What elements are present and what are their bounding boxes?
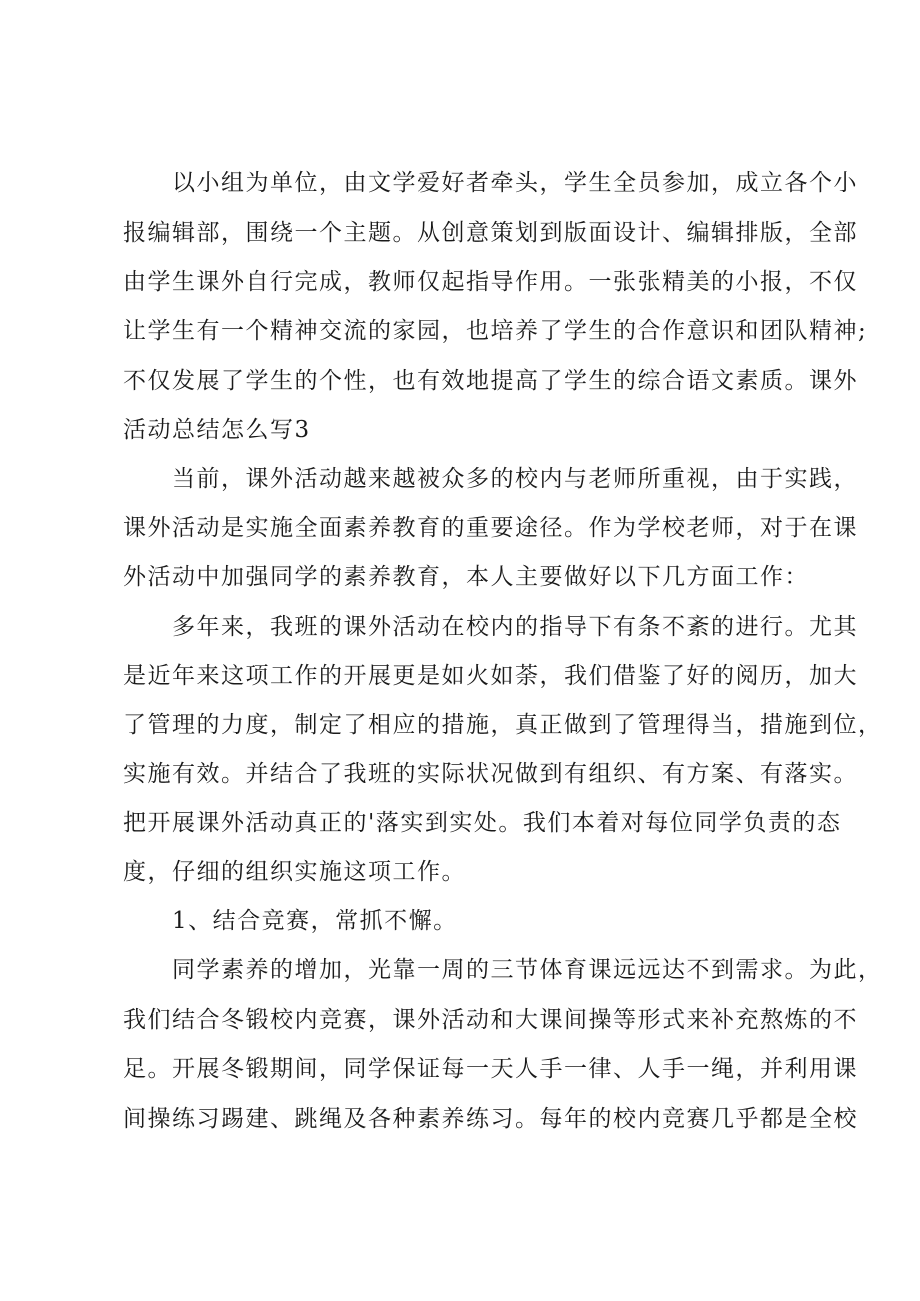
paragraph-4-line-3: 足。开展冬锻期间，同学保证每一天人手一律、人手一绳，并利用课: [123, 1056, 858, 1082]
paragraph-1-line-4: 让学生有一个精神交流的家园，也培养了学生的合作意识和团队精神;: [123, 318, 868, 344]
paragraph-3-line-5: 把开展课外活动真正的'落实到实处。我们本着对每位同学负责的态: [123, 810, 842, 836]
paragraph-2-line-2: 课外活动是实施全面素养教育的重要途径。作为学校老师，对于在课: [123, 515, 858, 541]
section-heading: 1、结合竞赛，常抓不懈。: [172, 908, 458, 934]
paragraph-2-line-3: 外活动中加强同学的素养教育，本人主要做好以下几方面工作：: [123, 564, 809, 590]
paragraph-3-line-1: 多年来，我班的课外活动在校内的指导下有条不紊的进行。尤其: [172, 614, 858, 640]
paragraph-2-line-1: 当前，课外活动越来越被众多的校内与老师所重视，由于实践，: [172, 466, 858, 492]
paragraph-1-line-2: 报编辑部，围绕一个主题。从创意策划到版面设计、编辑排版，全部: [123, 220, 858, 246]
paragraph-4-line-4: 间操练习踢建、跳绳及各种素养练习。每年的校内竞赛几乎都是全校: [123, 1106, 858, 1132]
paragraph-3-line-4: 实施有效。并结合了我班的实际状况做到有组织、有方案、有落实。: [123, 761, 858, 787]
paragraph-4-line-1: 同学素养的增加，光靠一周的三节体育课远远达不到需求。为此，: [172, 957, 883, 983]
paragraph-4-line-2: 我们结合冬锻校内竞赛，课外活动和大课间操等形式来补充熬炼的不: [123, 1007, 858, 1033]
paragraph-1-line-5: 不仅发展了学生的个性，也有效地提高了学生的综合语文素质。课外: [123, 368, 858, 394]
paragraph-1-line-6: 活动总结怎么写3: [123, 417, 311, 443]
paragraph-3-line-6: 度，仔细的组织实施这项工作。: [123, 859, 466, 885]
paragraph-3-line-2: 是近年来这项工作的开展更是如火如荼，我们借鉴了好的阅历，加大: [123, 663, 858, 689]
paragraph-3-line-3: 了管理的力度，制定了相应的措施，真正做到了管理得当，措施到位，: [123, 712, 883, 738]
paragraph-1-line-3: 由学生课外自行完成，教师仅起指导作用。一张张精美的小报，不仅: [123, 269, 858, 295]
paragraph-1-line-1: 以小组为单位，由文学爱好者牵头，学生全员参加，成立各个小: [172, 170, 858, 196]
